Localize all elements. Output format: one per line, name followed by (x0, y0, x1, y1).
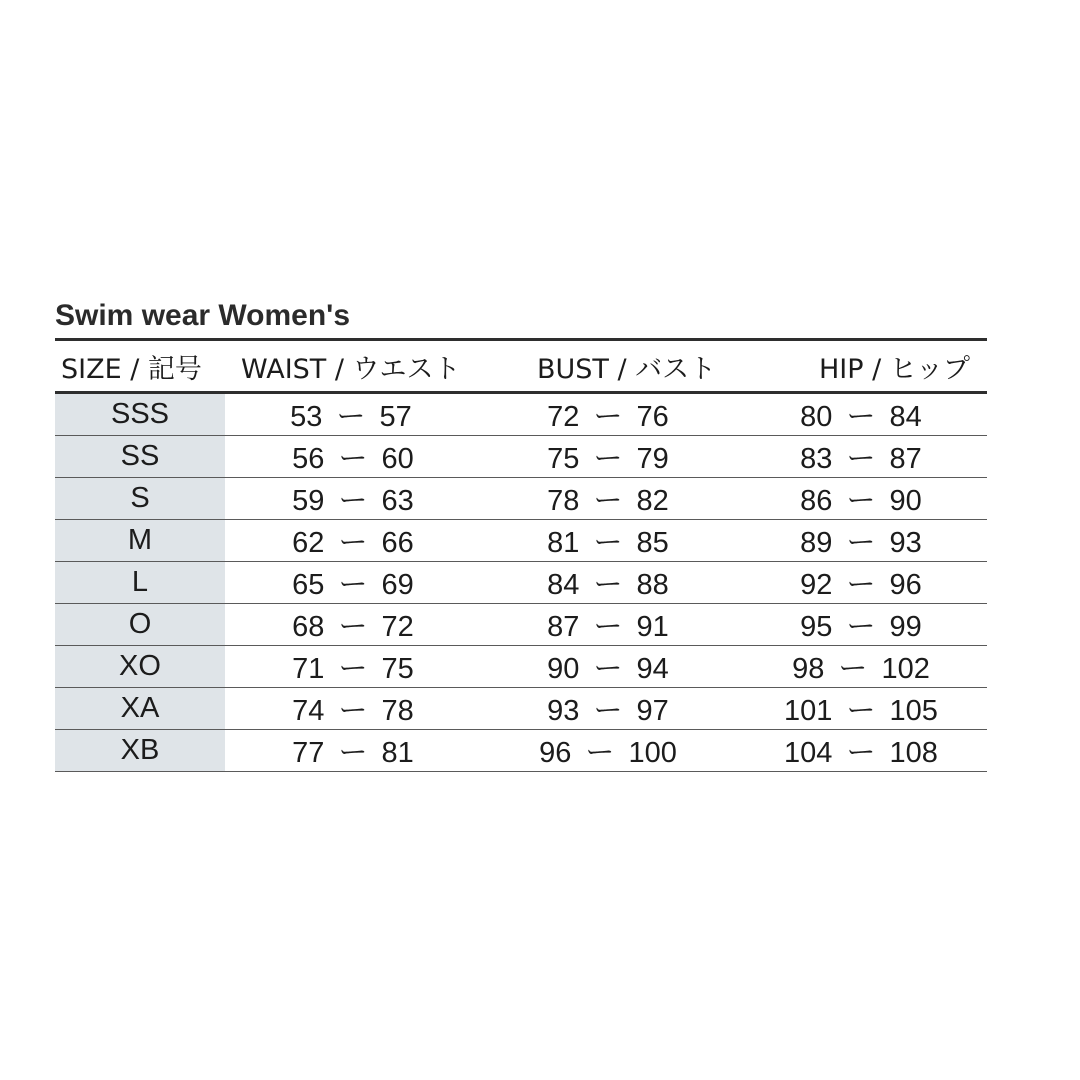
waist-range: 74 ー 78 (292, 695, 414, 727)
size-cell: XA (55, 688, 225, 730)
hip-cell (735, 646, 987, 688)
size-table (55, 341, 987, 772)
size-cell: S (55, 478, 225, 520)
hip-range: 89 ー 93 (800, 527, 922, 559)
table-row (55, 478, 987, 520)
bust-range: 72 ー 76 (547, 401, 669, 433)
size-cell: L (55, 562, 225, 604)
waist-range: 59 ー 63 (292, 485, 414, 517)
hip-range: 101 ー 105 (784, 695, 938, 727)
hip-range: 80 ー 84 (800, 401, 922, 433)
header-bust: BUST / バスト (481, 341, 735, 393)
size-cell: O (55, 604, 225, 646)
size-cell: SSS (55, 393, 225, 436)
waist-range: 68 ー 72 (292, 611, 414, 643)
header-hip: HIP / ヒップ (735, 341, 987, 393)
waist-cell (225, 436, 481, 478)
hip-cell (735, 730, 987, 772)
waist-cell (225, 393, 481, 436)
hip-cell (735, 604, 987, 646)
bust-range: 96 ー 100 (539, 737, 677, 769)
hip-cell (735, 688, 987, 730)
bust-cell (481, 730, 735, 772)
size-chart (55, 296, 987, 772)
waist-cell (225, 604, 481, 646)
bust-range: 78 ー 82 (547, 485, 669, 517)
hip-range: 104 ー 108 (784, 737, 938, 769)
waist-cell (225, 646, 481, 688)
hip-range: 86 ー 90 (800, 485, 922, 517)
hip-cell (735, 393, 987, 436)
bust-cell (481, 436, 735, 478)
bust-range: 93 ー 97 (547, 695, 669, 727)
waist-range: 71 ー 75 (292, 653, 414, 685)
waist-cell (225, 520, 481, 562)
bust-cell (481, 604, 735, 646)
bust-cell (481, 646, 735, 688)
bust-cell (481, 393, 735, 436)
header-size: SIZE / 記号 (55, 341, 225, 393)
bust-cell (481, 520, 735, 562)
bust-range: 81 ー 85 (547, 527, 669, 559)
hip-cell (735, 478, 987, 520)
bust-range: 84 ー 88 (547, 569, 669, 601)
header-row (55, 341, 987, 393)
hip-cell (735, 520, 987, 562)
waist-cell (225, 730, 481, 772)
hip-range: 92 ー 96 (800, 569, 922, 601)
waist-range: 77 ー 81 (292, 737, 414, 769)
bust-range: 75 ー 79 (547, 443, 669, 475)
hip-range: 83 ー 87 (800, 443, 922, 475)
table-row (55, 520, 987, 562)
table-row (55, 436, 987, 478)
table-row (55, 562, 987, 604)
table-row (55, 393, 987, 436)
waist-cell (225, 478, 481, 520)
bust-range: 90 ー 94 (547, 653, 669, 685)
bust-cell (481, 688, 735, 730)
table-row (55, 688, 987, 730)
bust-range: 87 ー 91 (547, 611, 669, 643)
size-cell: XB (55, 730, 225, 772)
waist-range: 65 ー 69 (292, 569, 414, 601)
hip-cell (735, 436, 987, 478)
table-row (55, 604, 987, 646)
waist-cell (225, 562, 481, 604)
waist-range: 53 ー 57 (290, 401, 412, 433)
table-row (55, 730, 987, 772)
waist-cell (225, 688, 481, 730)
hip-range: 95 ー 99 (800, 611, 922, 643)
size-cell: SS (55, 436, 225, 478)
header-waist: WAIST / ウエスト (225, 341, 481, 393)
table-row (55, 646, 987, 688)
waist-range: 62 ー 66 (292, 527, 414, 559)
size-cell: XO (55, 646, 225, 688)
waist-range: 56 ー 60 (292, 443, 414, 475)
hip-range: 98 ー 102 (792, 653, 930, 685)
size-cell: M (55, 520, 225, 562)
hip-cell (735, 562, 987, 604)
chart-title: Swim wear Women's (55, 299, 351, 332)
bust-cell (481, 478, 735, 520)
bust-cell (481, 562, 735, 604)
